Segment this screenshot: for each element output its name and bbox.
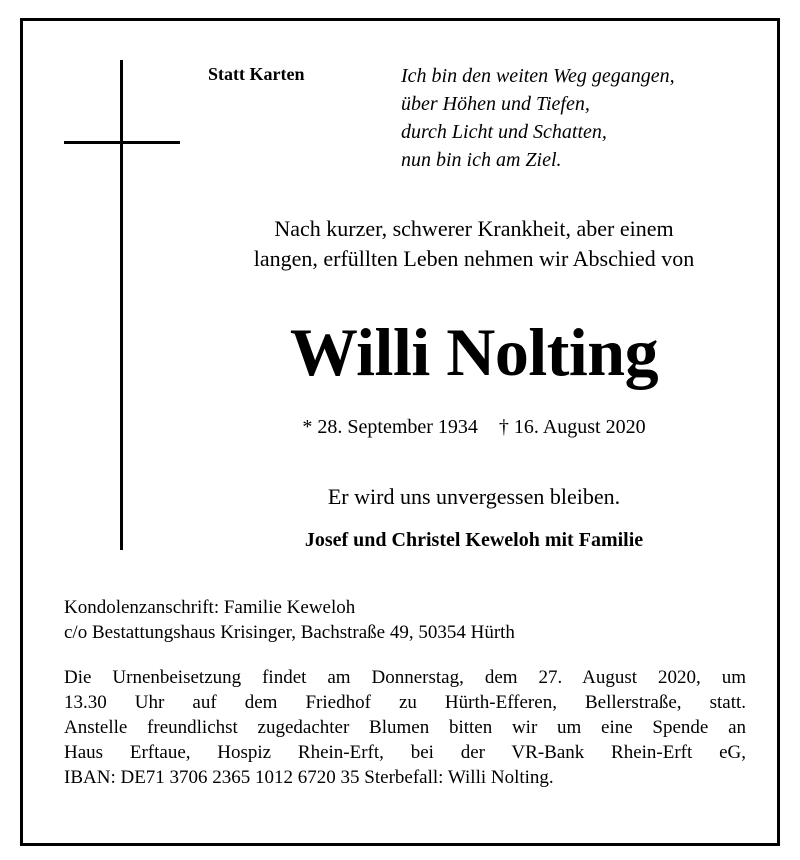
cross-icon-vertical <box>120 60 123 550</box>
signature: Josef und Christel Keweloh mit Familie <box>304 529 644 551</box>
death-date: † 16. August 2020 <box>498 416 646 438</box>
poem-line: Ich bin den weiten Weg gegangen, <box>401 65 675 87</box>
intro-text <box>194 214 754 274</box>
statt-karten-label: Statt Karten <box>208 64 305 84</box>
condolence-line: Kondolenzanschrift: Familie Keweloh <box>64 597 356 618</box>
poem-line: durch Licht und Schatten, <box>401 121 607 143</box>
intro-line: langen, erfüllten Leben nehmen wir Abschied von <box>253 246 695 271</box>
birth-date: * 28. September 1934 <box>302 416 478 438</box>
memory-line: Er wird uns unvergessen bleiben. <box>327 484 621 509</box>
burial-line: Anstelle freundlichst zugedachter Blumen bitten wir um eine Spende an <box>64 717 746 738</box>
condolence-line: c/o Bestattungshaus Krisinger, Bachstraße 49, 50354 Hürth <box>64 622 515 643</box>
burial-notice <box>64 665 746 790</box>
burial-line: 13.30 Uhr auf dem Friedhof zu Hürth-Efferen, Bellerstraße, statt. <box>64 692 746 713</box>
intro-line: Nach kurzer, schwerer Krankheit, aber einem <box>274 216 674 241</box>
cross-icon-horizontal <box>64 141 180 144</box>
burial-line: Die Urnenbeisetzung findet am Donnerstag, dem 27. August 2020, um <box>64 667 746 688</box>
poem-line: über Höhen und Tiefen, <box>401 93 590 115</box>
poem <box>401 62 761 174</box>
burial-line: IBAN: DE71 3706 2365 1012 6720 35 Sterbefall: Willi Nolting. <box>64 767 554 788</box>
poem-line: nun bin ich am Ziel. <box>401 149 562 171</box>
deceased-name: Willi Nolting <box>289 314 659 390</box>
life-dates <box>194 413 754 441</box>
condolence-address <box>64 595 744 645</box>
burial-line: Haus Erftaue, Hospiz Rhein-Erft, bei der VR-Bank Rhein-Erft eG, <box>64 742 746 763</box>
